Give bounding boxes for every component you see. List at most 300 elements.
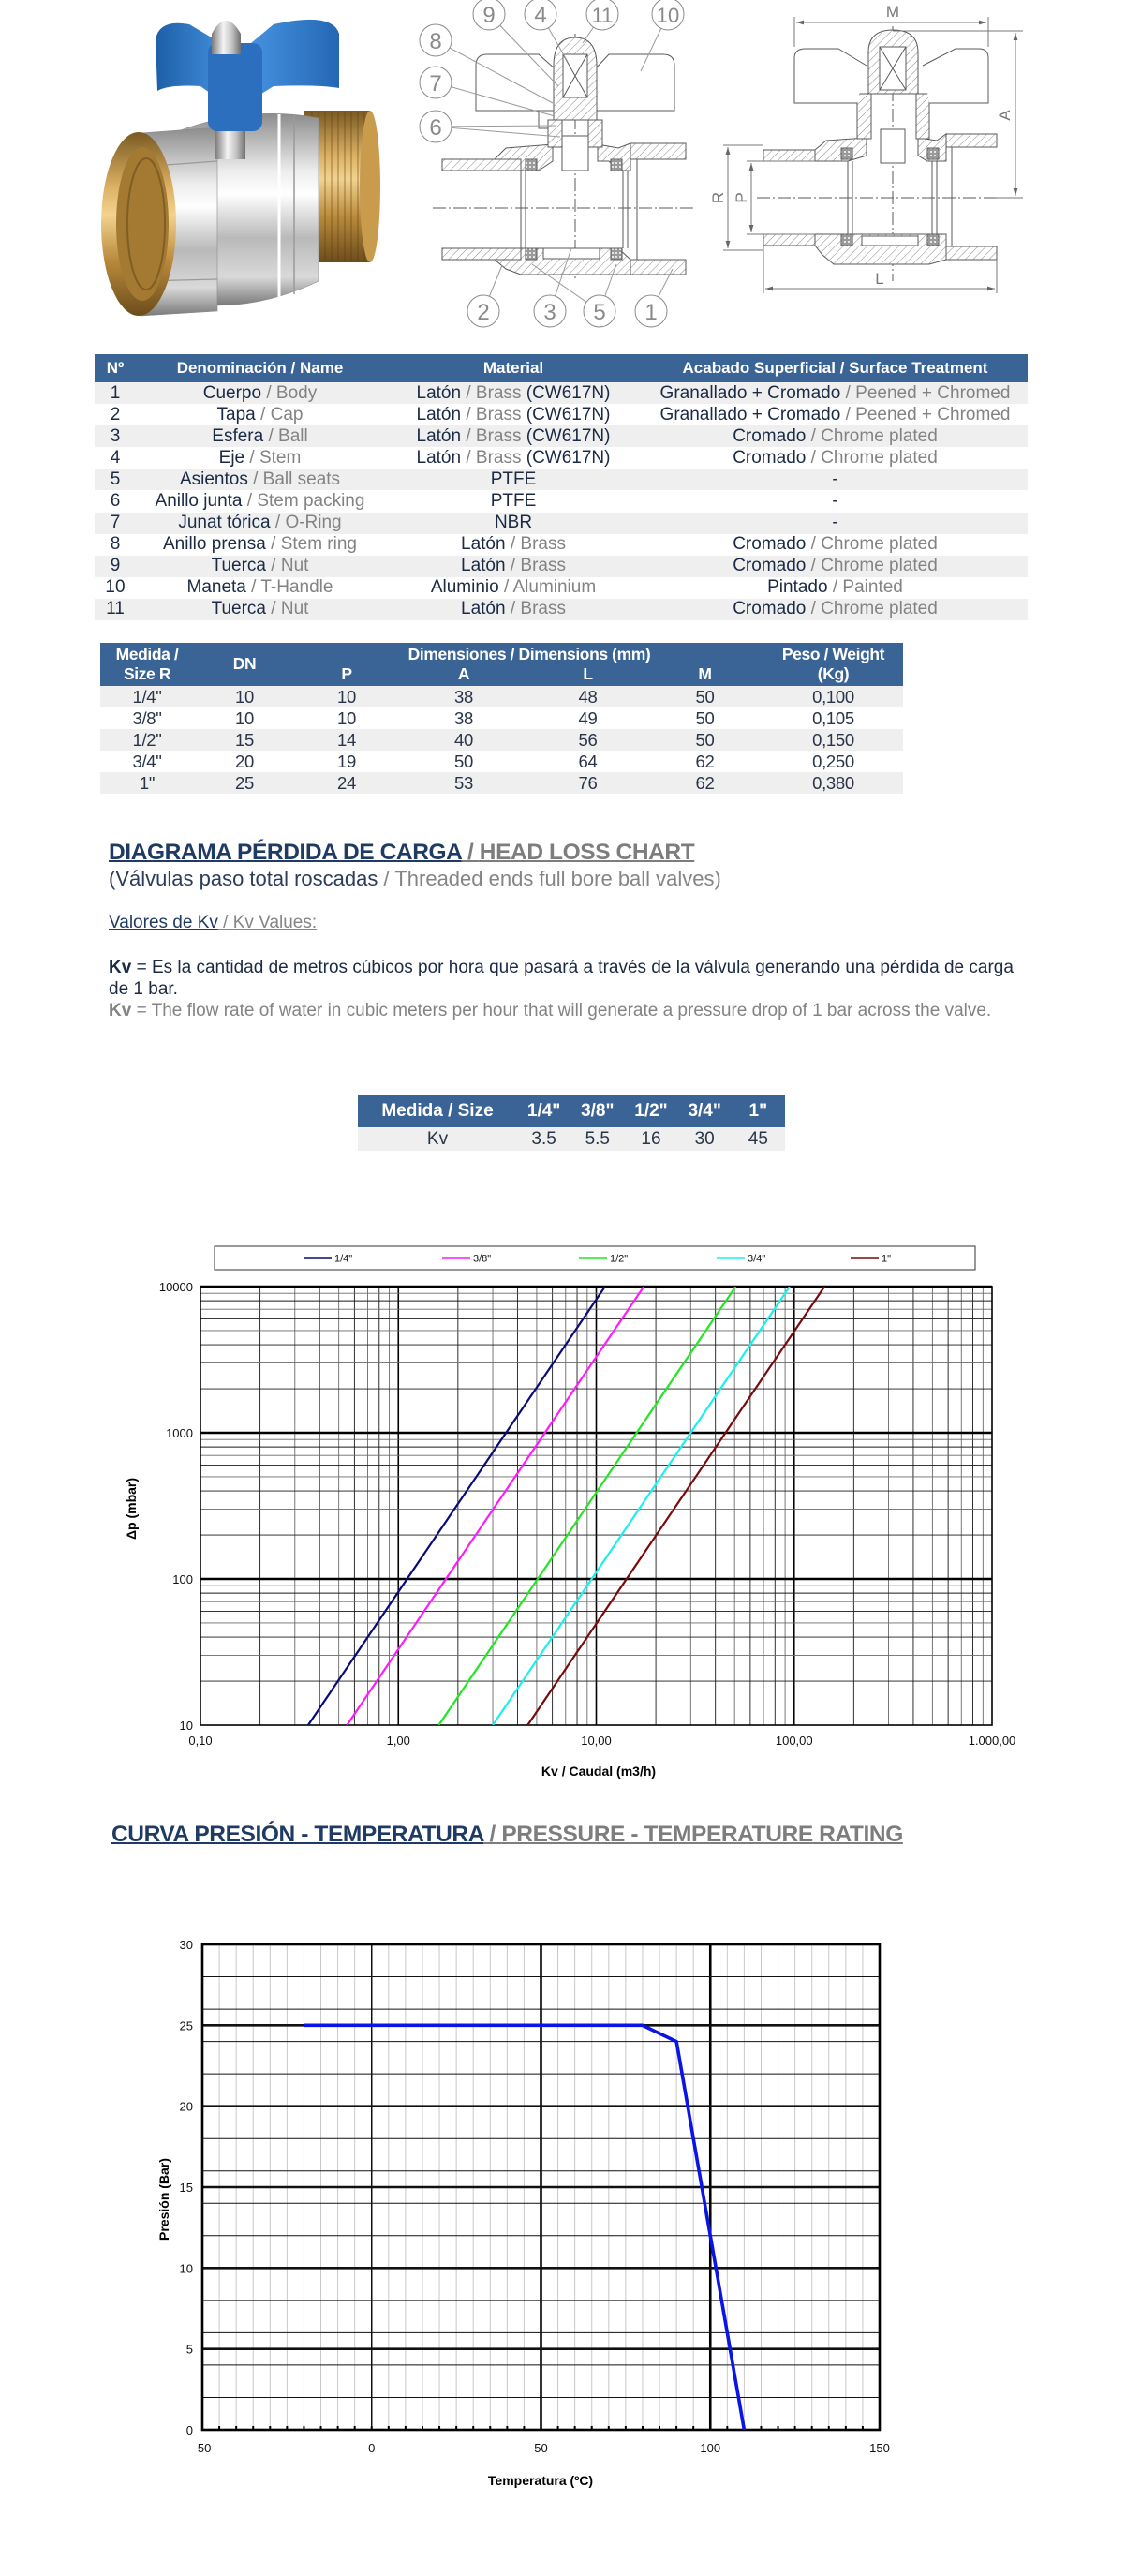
part-material (384, 513, 643, 533)
separator: / (840, 404, 856, 424)
legend (215, 1246, 975, 1270)
header-no: Nº (106, 359, 125, 377)
headloss-chart (0, 1237, 1126, 1799)
y-axis-label: Δp (mbar) (124, 1477, 139, 1541)
callout-label: 3 (543, 300, 556, 325)
dimensions-table-header (100, 643, 903, 686)
seat (526, 248, 537, 260)
y-tick-label: 1000 (166, 1426, 193, 1440)
header-p: P (341, 664, 352, 683)
callout-label: 6 (429, 115, 442, 141)
y-tick-label: 100 (172, 1572, 193, 1586)
x-tick-label: 10,00 (581, 1734, 612, 1748)
part-number: 7 (110, 513, 121, 533)
separator: / (242, 491, 258, 512)
surface-es: Cromado (733, 534, 807, 555)
header-dimensions: Dimensiones / Dimensions (mm) (407, 645, 651, 663)
kv-values-separator: / (217, 913, 233, 932)
series-line-2 (347, 1287, 644, 1725)
callout-3 (534, 295, 566, 327)
material-en: Brass (475, 447, 522, 468)
seat (611, 159, 622, 171)
part-surface-treatment (643, 405, 1028, 425)
part-name-en: Nut (280, 599, 309, 619)
part-name (136, 577, 384, 598)
callout-label: 8 (429, 29, 442, 54)
callout-label: 9 (482, 3, 496, 28)
p-cell: 10 (337, 707, 356, 728)
a-cell: 40 (454, 729, 473, 750)
part-name-en: Ball (278, 425, 308, 446)
material-es: Latón (416, 425, 462, 446)
part-surface-treatment (643, 491, 1028, 512)
x-axis-label: Kv / Caudal (m3/h) (541, 1764, 657, 1779)
parts-table-row (95, 556, 1028, 577)
surface-en: Peened + Chromed (855, 382, 1011, 403)
surface-en: Chrome plated (821, 556, 938, 576)
part-name-en: Stem packing (257, 491, 365, 512)
cap-wall (442, 159, 521, 171)
separator: / (245, 577, 261, 598)
dn-cell: 25 (235, 772, 254, 793)
parts-table-body (95, 382, 1028, 620)
y-axis-label: Presión (Bar) (156, 2158, 171, 2241)
part-number: 2 (110, 404, 121, 424)
part-surface-treatment (643, 448, 1028, 469)
separator: / (505, 556, 521, 576)
callout-label: 11 (591, 4, 614, 27)
female-bore (116, 147, 169, 301)
separator: / (827, 577, 843, 598)
y-tick-label: 10 (179, 1719, 193, 1733)
callout-6 (420, 111, 452, 142)
headloss-subtitle (109, 867, 721, 891)
dimension-label-p: P (733, 192, 750, 203)
kv-header-size: 1/2" (634, 1101, 668, 1121)
legend-label: 3/4" (748, 1253, 766, 1265)
separator: / (806, 447, 822, 468)
material-es: PTFE (490, 491, 537, 512)
callout-7 (420, 67, 452, 98)
part-name-es: Anillo junta (155, 491, 243, 512)
part-name-es: Tuerca (211, 556, 266, 576)
separator: / (840, 382, 856, 403)
l-cell: 64 (578, 751, 598, 771)
subtitle-es: (Válvulas paso total roscadas (109, 867, 378, 890)
surface-en: Chrome plated (821, 534, 938, 555)
material-en: Brass (520, 534, 566, 555)
x-tick-label: -50 (193, 2441, 212, 2455)
a-cell: 38 (454, 686, 473, 707)
part-name-es: Cuerpo (202, 382, 262, 403)
m-cell: 50 (695, 707, 715, 728)
legend-label: 3/8" (473, 1253, 492, 1265)
callout-1 (635, 295, 667, 327)
separator: / (266, 599, 281, 619)
separator: / (244, 447, 259, 468)
x-tick-label: 0,10 (188, 1734, 213, 1748)
part-name (136, 448, 384, 469)
parts-table-row (95, 490, 1028, 512)
part-material (384, 405, 643, 425)
weight-cell: 0,100 (812, 686, 854, 707)
y-tick-label: 25 (179, 2018, 193, 2033)
part-name-en: Stem (259, 447, 302, 468)
callout-label: 7 (429, 71, 442, 97)
surface-en: Chrome plated (821, 447, 938, 468)
header-dn: DN (232, 654, 257, 673)
part-name (136, 491, 384, 512)
a-cell: 53 (454, 772, 473, 793)
part-material (384, 383, 643, 404)
p-cell: 19 (337, 751, 356, 771)
l-cell: 76 (578, 772, 598, 793)
surface-en: Painted (842, 577, 903, 598)
kv-header-size: 3/8" (581, 1101, 615, 1121)
material-grade: (CW617N) (521, 382, 611, 403)
y-tick-label: 10000 (158, 1280, 193, 1294)
kv-definition-es (109, 957, 1036, 1000)
y-tick-label: 15 (179, 2181, 193, 2195)
heading-separator: / (483, 1822, 502, 1847)
part-name-en: O-Ring (285, 513, 342, 533)
kv-values-en: Kv Values: (232, 913, 318, 932)
headloss-heading (109, 840, 694, 866)
body-end-wall (630, 143, 686, 159)
parts-table-row (95, 425, 1028, 447)
header-name: Denominación / Name (176, 359, 344, 377)
ball-valve-photo (101, 20, 380, 316)
separator: / (806, 556, 822, 576)
material-en: Brass (475, 382, 522, 403)
acorn-nut (212, 21, 241, 54)
dimensions-table-row (100, 751, 903, 772)
separator: / (266, 556, 281, 576)
part-surface-treatment (643, 577, 1028, 598)
part-number: 1 (110, 382, 121, 403)
butterfly-handle-outline (923, 49, 988, 103)
weight-cell: 0,250 (812, 751, 854, 771)
cap-wall (442, 248, 521, 260)
surface-es: Cromado (733, 447, 807, 468)
parts-table-row (95, 577, 1028, 599)
parts-table (95, 354, 1028, 620)
weight-cell: 0,105 (812, 707, 854, 728)
callout-label: 10 (656, 4, 680, 27)
material-en: Brass (520, 599, 566, 619)
part-surface-treatment (643, 534, 1028, 555)
t-handle (476, 54, 556, 111)
header-surface: Acabado Superficial / Surface Treatment (682, 359, 988, 377)
header-weight-line1: Peso / Weight (781, 645, 885, 663)
dimension-drawing (723, 17, 1023, 293)
part-number: 10 (105, 577, 126, 598)
separator: / (461, 382, 476, 403)
header-weight-line2: (Kg) (817, 664, 850, 683)
surface-en: Chrome plated (821, 425, 938, 446)
gridlines (202, 1944, 880, 2430)
callout-label: 2 (477, 300, 490, 325)
headloss-heading-en: HEAD LOSS CHART (479, 840, 695, 865)
part-name (136, 426, 384, 447)
series-group (308, 1287, 824, 1725)
header-size-line2: Size R (123, 664, 171, 683)
part-material (384, 469, 643, 490)
part-material (384, 534, 643, 555)
size-cell: 1/2" (132, 729, 162, 750)
stem (562, 136, 588, 171)
kv-term: Kv (109, 1001, 132, 1020)
material-es: Latón (461, 599, 506, 619)
part-material (384, 426, 643, 447)
part-name (136, 599, 384, 619)
y-tick-label: 30 (179, 1938, 193, 1952)
cross-section-drawing (433, 14, 693, 311)
surface-en: Peened + Chromed (855, 404, 1011, 424)
size-cell: 3/4" (132, 751, 162, 771)
legend-label: 1/4" (334, 1253, 353, 1265)
part-name-es: Esfera (212, 425, 264, 446)
dn-cell: 10 (235, 686, 254, 707)
kv-table-header (358, 1095, 785, 1127)
part-name-en: Ball seats (262, 469, 341, 489)
material-es: Latón (416, 447, 462, 468)
separator: / (505, 534, 521, 555)
callout-2 (467, 295, 499, 327)
part-name-es: Tapa (216, 404, 256, 424)
part-number: 9 (110, 556, 121, 576)
material-grade: (CW617N) (521, 447, 611, 468)
part-name (136, 405, 384, 425)
surface-es: Cromado (733, 425, 807, 446)
dimensions-table-row (100, 707, 903, 729)
part-name (136, 534, 384, 555)
material-en: Brass (475, 404, 522, 424)
kv-values-es: Valores de Kv (109, 913, 218, 932)
part-name (136, 556, 384, 576)
kv-value: 30 (694, 1128, 715, 1149)
subtitle-en: Threaded ends full bore ball valves) (394, 867, 721, 890)
part-material (384, 577, 643, 598)
callout-5 (584, 295, 615, 327)
a-cell: 38 (454, 707, 473, 728)
part-name (136, 469, 384, 490)
seat (611, 248, 622, 260)
header-material: Material (482, 359, 544, 377)
handle-hub (208, 43, 262, 131)
surface-es: Granallado + Cromado (659, 404, 841, 424)
separator: / (265, 534, 281, 555)
separator: / (498, 577, 513, 598)
dimensions-table (100, 643, 903, 794)
material-es: NBR (494, 513, 533, 533)
callout-4 (525, 0, 556, 30)
subtitle-separator: / (378, 867, 395, 890)
kv-definition-text-es: = Es la cantidad de metros cúbicos por hora que pasará a través de la válvula generando una pérdida de carga de 1 bar. (109, 958, 1014, 999)
dimension-label-m: M (885, 3, 900, 21)
gridlines (200, 1287, 992, 1725)
kv-definition-en (109, 1000, 1036, 1021)
kv-header-size: 1/4" (526, 1101, 561, 1121)
part-name-en: Cap (270, 404, 304, 424)
separator: / (806, 534, 822, 555)
callout-11 (586, 0, 618, 30)
size-cell: 1/4" (132, 686, 162, 707)
dimension-label-r: R (709, 191, 727, 204)
separator: / (247, 469, 263, 489)
t-handle (595, 54, 674, 111)
surface-es: - (832, 513, 838, 533)
seat (526, 159, 537, 171)
kv-header-label: Medida / Size (381, 1101, 494, 1121)
kv-value: 16 (641, 1128, 661, 1149)
l-cell: 56 (578, 729, 598, 750)
pressure-temperature-heading (111, 1822, 903, 1848)
material-en: Aluminium (512, 577, 597, 598)
material-es: PTFE (490, 469, 537, 489)
y-tick-label: 20 (179, 2099, 193, 2114)
dimensions-table-row (100, 729, 903, 751)
part-name-en: Stem ring (280, 534, 357, 555)
weight-cell: 0,380 (812, 772, 854, 793)
heading-separator: / (461, 840, 480, 865)
header-l: L (583, 664, 593, 683)
separator: / (461, 404, 476, 424)
x-tick-label: 1,00 (386, 1734, 410, 1748)
dn-cell: 15 (235, 729, 254, 750)
dn-cell: 20 (235, 751, 254, 771)
parts-table-row (95, 599, 1028, 620)
x-axis-label: Temperatura (ºC) (487, 2473, 594, 2488)
callout-label: 4 (534, 3, 547, 28)
surface-es: - (832, 491, 838, 512)
size-cell: 3/8" (132, 707, 162, 728)
x-tick-label: 100,00 (775, 1734, 813, 1748)
y-tick-label: 0 (185, 2423, 193, 2437)
headloss-heading-es: DIAGRAMA PÉRDIDA DE CARGA (109, 840, 462, 865)
l-cell: 48 (578, 686, 598, 707)
part-number: 4 (110, 447, 121, 468)
surface-es: - (832, 469, 838, 489)
part-material (384, 556, 643, 576)
kv-value: 5.5 (585, 1128, 610, 1149)
part-material (384, 491, 643, 512)
part-name-es: Eje (218, 447, 245, 468)
series-line-4 (493, 1287, 790, 1725)
callout-9 (473, 0, 505, 30)
kv-definition-text-en: = The flow rate of water in cubic meters per hour that will generate a pressure drop of 1 bar across the valve. (131, 1001, 992, 1020)
part-number: 11 (106, 599, 125, 619)
dn-cell: 10 (235, 707, 254, 728)
x-tick-label: 150 (869, 2441, 890, 2455)
part-name-es: Maneta (186, 577, 246, 598)
dimensions-table-row (100, 686, 903, 707)
x-tick-label: 50 (534, 2441, 548, 2455)
part-surface-treatment (643, 426, 1028, 447)
parts-table-row (95, 469, 1028, 490)
weight-cell: 0,150 (812, 729, 854, 750)
m-cell: 62 (695, 751, 715, 771)
part-name (136, 383, 384, 404)
separator: / (261, 382, 276, 403)
separator: / (461, 447, 476, 468)
product-figures (0, 0, 1126, 337)
part-name-es: Asientos (179, 469, 248, 489)
l-cell: 49 (578, 707, 598, 728)
parts-table-row (95, 447, 1028, 469)
material-es: Latón (416, 404, 462, 424)
surface-es: Granallado + Cromado (659, 382, 841, 403)
male-end-face (360, 111, 380, 262)
part-surface-treatment (643, 383, 1028, 404)
material-es: Latón (416, 382, 462, 403)
header-size-line1: Medida / (115, 645, 179, 663)
m-cell: 62 (695, 772, 715, 793)
separator: / (806, 599, 822, 619)
part-surface-treatment (643, 556, 1028, 576)
part-name-es: Anillo prensa (163, 534, 266, 555)
parts-table-row (95, 534, 1028, 556)
header-m: M (698, 664, 712, 683)
surface-en: Chrome plated (821, 599, 938, 619)
separator: / (270, 513, 286, 533)
pressure-temperature-chart (0, 1912, 1126, 2511)
header-a: A (457, 664, 470, 683)
part-material (384, 448, 643, 469)
surface-es: Cromado (733, 556, 807, 576)
separator: / (255, 404, 271, 424)
material-grade: (CW617N) (521, 425, 611, 446)
part-surface-treatment (643, 599, 1028, 619)
material-es: Latón (461, 534, 506, 555)
a-cell: 50 (454, 751, 473, 771)
p-cell: 24 (337, 772, 356, 793)
material-en: Brass (475, 425, 522, 446)
m-cell: 50 (695, 729, 715, 750)
y-tick-label: 10 (179, 2261, 193, 2276)
kv-table-row (358, 1127, 785, 1151)
part-surface-treatment (643, 469, 1028, 490)
separator: / (806, 425, 822, 446)
p-cell: 14 (337, 729, 356, 750)
kv-values-label (109, 913, 317, 933)
separator: / (505, 599, 521, 619)
p-cell: 10 (337, 686, 356, 707)
dimensions-table-body (100, 686, 903, 794)
callout-label: 1 (644, 300, 658, 325)
part-name (136, 513, 384, 533)
callout-8 (420, 24, 452, 56)
pt-heading-es: CURVA PRESIÓN - TEMPERATURA (111, 1822, 484, 1847)
material-en: Brass (520, 556, 566, 576)
kv-term: Kv (109, 958, 132, 977)
y-tick-label: 5 (185, 2342, 193, 2357)
surface-es: Cromado (733, 599, 807, 619)
material-es: Aluminio (430, 577, 499, 598)
series-line-5 (527, 1287, 824, 1725)
part-number: 6 (110, 491, 121, 512)
dimension-label-a: A (996, 110, 1014, 121)
surface-es: Pintado (767, 577, 828, 598)
pt-heading-en: PRESSURE - TEMPERATURE RATING (501, 1822, 903, 1847)
series-line-1 (308, 1287, 605, 1725)
legend-label: 1/2" (610, 1253, 629, 1265)
kv-value: 45 (748, 1128, 768, 1149)
part-number: 8 (110, 534, 121, 555)
part-number: 5 (110, 469, 121, 489)
kv-value: 3.5 (531, 1128, 556, 1149)
x-tick-label: 100 (700, 2441, 721, 2455)
